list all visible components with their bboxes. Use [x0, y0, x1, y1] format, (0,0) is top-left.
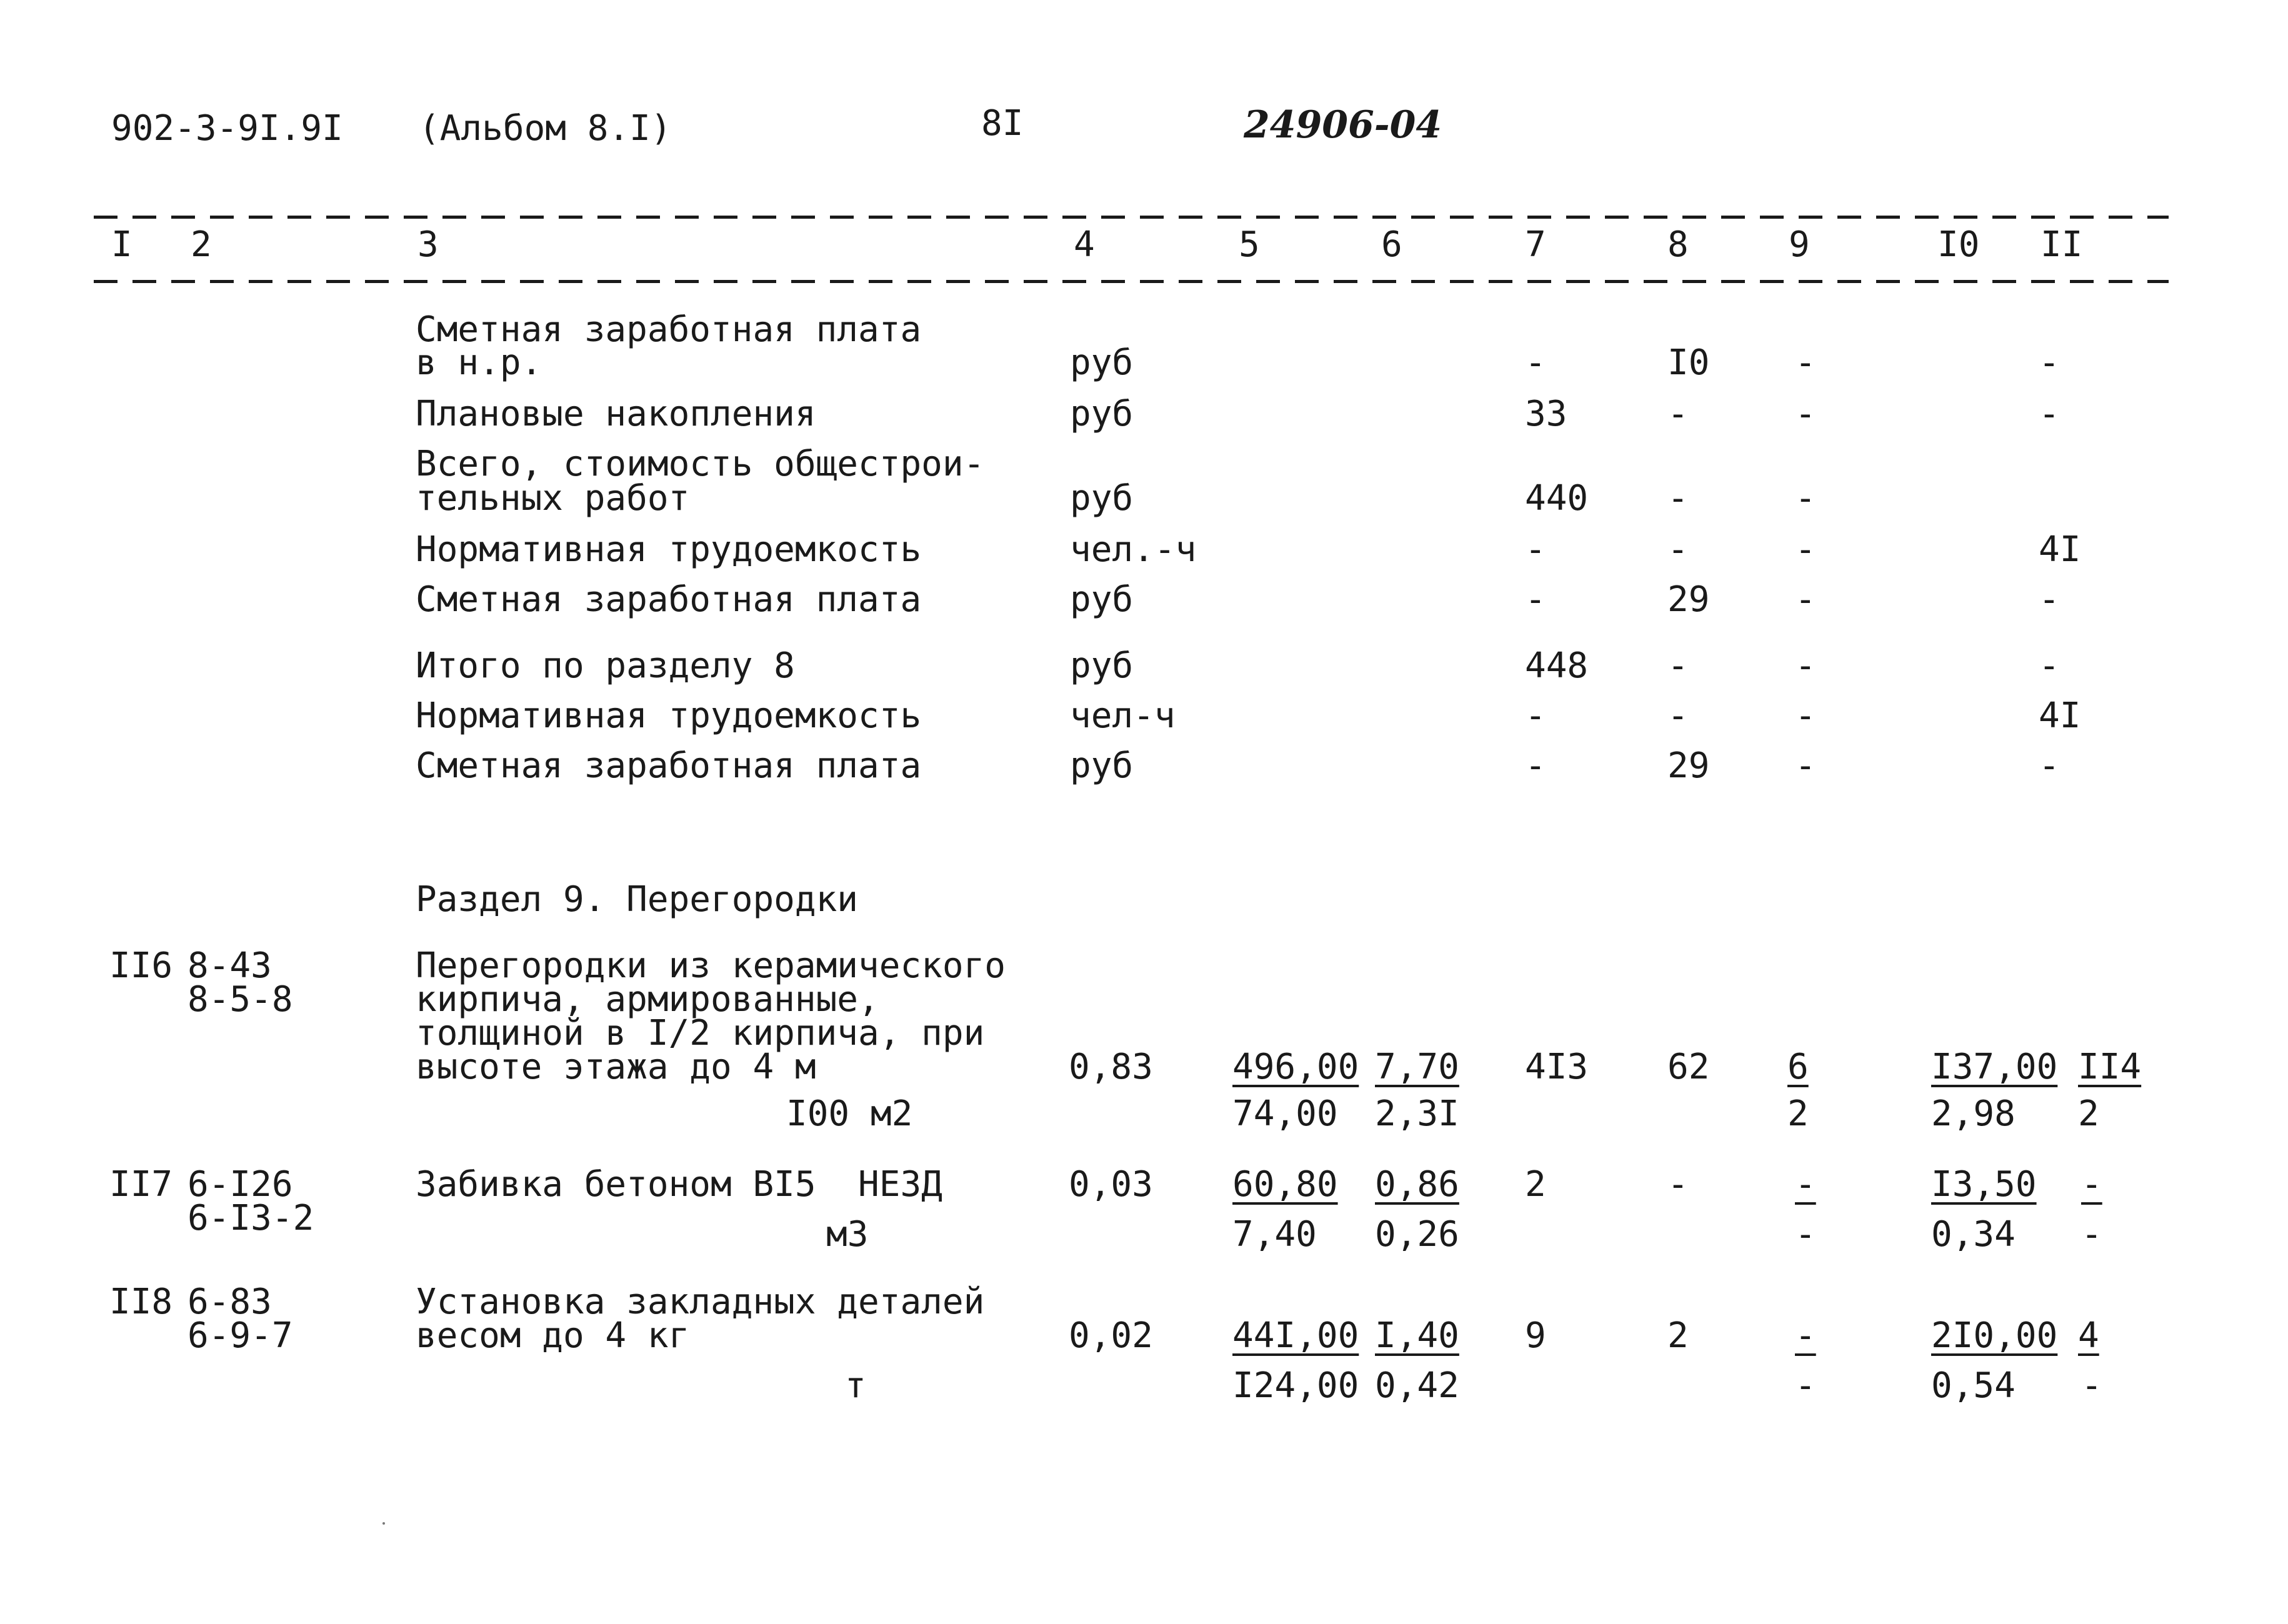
- summary-row-col7: -: [1525, 579, 1546, 620]
- item-col6-bottom: 2,3I: [1375, 1093, 1459, 1134]
- summary-row-col8: 29: [1667, 745, 1710, 786]
- summary-row-unit: руб: [1070, 645, 1134, 686]
- summary-row-col8: -: [1667, 645, 1689, 686]
- summary-row-col8: -: [1667, 529, 1689, 570]
- item-description: Установка закладных деталей: [416, 1282, 985, 1322]
- item-quantity: 0,83: [1069, 1047, 1153, 1087]
- summary-row-col11: 4I: [2039, 695, 2081, 736]
- column-header-11: II: [2041, 224, 2083, 265]
- summary-row-col7: 440: [1525, 478, 1589, 519]
- summary-row-col11: -: [2039, 645, 2060, 686]
- summary-row-col7: -: [1525, 745, 1546, 786]
- item-col8: -: [1667, 1164, 1689, 1205]
- summary-row-col8: -: [1667, 695, 1689, 736]
- item-col11-bottom: -: [2081, 1365, 2102, 1406]
- header-rule-top: [94, 216, 2169, 219]
- column-header-3: 3: [417, 224, 439, 265]
- summary-row-description: Плановые накопления: [416, 394, 816, 434]
- item-col6-top: 7,70: [1375, 1047, 1459, 1087]
- header-rule-bottom: [94, 280, 2169, 283]
- summary-row-unit: чел-ч: [1070, 695, 1176, 736]
- page-number: 8I: [981, 103, 1024, 144]
- item-col9-bottom: -: [1795, 1214, 1816, 1255]
- item-col6-bottom: 0,42: [1375, 1365, 1459, 1406]
- summary-row-unit: руб: [1070, 478, 1134, 519]
- item-unit: т: [845, 1365, 866, 1406]
- item-col6-bottom: 0,26: [1375, 1214, 1459, 1255]
- item-col6-top: I,40: [1375, 1315, 1459, 1356]
- item-col11-bottom: 2: [2078, 1093, 2099, 1134]
- summary-row-col11: -: [2039, 579, 2060, 620]
- summary-row-description: в н.р.: [416, 342, 542, 383]
- column-header-1: I: [111, 224, 132, 265]
- item-code: 6-I3-2: [187, 1198, 314, 1238]
- item-description: кирпича, армированные,: [416, 979, 879, 1020]
- item-unit: I00 м2: [786, 1093, 913, 1134]
- summary-row-col9: -: [1795, 529, 1816, 570]
- document-code: 902-3-9I.9I: [111, 108, 343, 149]
- summary-row-col9: -: [1795, 695, 1816, 736]
- item-col5-top: 496,00: [1232, 1047, 1359, 1087]
- item-col7: 9: [1525, 1315, 1546, 1356]
- summary-row-col9: -: [1795, 745, 1816, 786]
- item-code: 6-I26: [187, 1164, 293, 1205]
- summary-row-unit: руб: [1070, 394, 1134, 434]
- item-col10-top: 2I0,00: [1931, 1315, 2058, 1356]
- summary-row-description: Нормативная трудоемкость: [416, 529, 922, 570]
- summary-row-col7: -: [1525, 342, 1546, 383]
- item-description: толщиной в I/2 кирпича, при: [416, 1013, 985, 1054]
- summary-row-description: Сметная заработная плата: [416, 579, 922, 620]
- section-title: Раздел 9. Перегородки: [416, 879, 859, 920]
- item-quantity: 0,03: [1069, 1164, 1153, 1205]
- item-col10-top: I3,50: [1931, 1164, 2037, 1205]
- column-header-10: I0: [1937, 224, 1980, 265]
- summary-row-unit: руб: [1070, 579, 1134, 620]
- item-col9-top: 6: [1787, 1047, 1809, 1087]
- column-header-5: 5: [1239, 224, 1260, 265]
- column-header-2: 2: [191, 224, 212, 265]
- summary-row-col9: -: [1795, 342, 1816, 383]
- column-header-4: 4: [1074, 224, 1095, 265]
- summary-row-description: Нормативная трудоемкость: [416, 695, 922, 736]
- item-description: высоте этажа до 4 м: [416, 1047, 816, 1087]
- item-col10-bottom: 2,98: [1931, 1093, 2016, 1134]
- item-col10-bottom: 0,34: [1931, 1214, 2016, 1255]
- item-col8: 62: [1667, 1047, 1710, 1087]
- item-description: Забивка бетоном BI5 НЕЗД: [416, 1164, 942, 1205]
- summary-row-description: Сметная заработная плата: [416, 745, 922, 786]
- item-col9-bottom: -: [1795, 1365, 1816, 1406]
- summary-row-col9: -: [1795, 579, 1816, 620]
- item-description: Перегородки из керамического: [416, 945, 1006, 986]
- item-col11-top: II4: [2078, 1047, 2142, 1087]
- summary-row-unit: чел.-ч: [1070, 529, 1197, 570]
- summary-row-col11: -: [2039, 745, 2060, 786]
- summary-row-unit: руб: [1070, 342, 1134, 383]
- item-code: 6-83: [187, 1282, 272, 1322]
- scan-speck: [382, 1522, 385, 1525]
- item-col9-top: -: [1795, 1164, 1816, 1205]
- item-code: 6-9-7: [187, 1315, 293, 1356]
- summary-row-col9: -: [1795, 394, 1816, 434]
- item-col9-top: -: [1795, 1315, 1816, 1356]
- item-col10-bottom: 0,54: [1931, 1365, 2016, 1406]
- summary-row-col7: -: [1525, 695, 1546, 736]
- summary-row-col11: 4I: [2039, 529, 2081, 570]
- summary-row-col7: 448: [1525, 645, 1589, 686]
- summary-row-col7: 33: [1525, 394, 1567, 434]
- item-col7: 4I3: [1525, 1047, 1589, 1087]
- summary-row-col11: -: [2039, 342, 2060, 383]
- item-col8: 2: [1667, 1315, 1689, 1356]
- summary-row-description: тельных работ: [416, 478, 690, 519]
- summary-row-col8: 29: [1667, 579, 1710, 620]
- item-unit: м3: [826, 1214, 869, 1255]
- summary-row-col9: -: [1795, 478, 1816, 519]
- summary-row-col8: I0: [1667, 342, 1710, 383]
- column-header-7: 7: [1525, 224, 1546, 265]
- item-col5-bottom: 7,40: [1232, 1214, 1317, 1255]
- item-number: II6: [109, 945, 173, 986]
- item-col5-top: 60,80: [1232, 1164, 1338, 1205]
- summary-row-col11: -: [2039, 394, 2060, 434]
- item-col6-top: 0,86: [1375, 1164, 1459, 1205]
- summary-row-col8: -: [1667, 478, 1689, 519]
- summary-row-col9: -: [1795, 645, 1816, 686]
- summary-row-col7: -: [1525, 529, 1546, 570]
- column-header-6: 6: [1381, 224, 1402, 265]
- item-description: весом до 4 кг: [416, 1315, 690, 1356]
- column-header-9: 9: [1789, 224, 1810, 265]
- item-quantity: 0,02: [1069, 1315, 1153, 1356]
- summary-row-col8: -: [1667, 394, 1689, 434]
- summary-row-description: Итого по разделу 8: [416, 645, 795, 686]
- item-col11-top: 4: [2078, 1315, 2099, 1356]
- item-code: 8-43: [187, 945, 272, 986]
- item-col11-top: -: [2081, 1164, 2102, 1205]
- item-number: II7: [109, 1164, 173, 1205]
- item-col9-bottom: 2: [1787, 1093, 1809, 1134]
- handwritten-stamp-number: 24906-04: [1244, 103, 1442, 147]
- item-col5-bottom: I24,00: [1232, 1365, 1359, 1406]
- item-col7: 2: [1525, 1164, 1546, 1205]
- album-label: (Альбом 8.I): [419, 108, 672, 149]
- item-code: 8-5-8: [187, 979, 293, 1020]
- item-number: II8: [109, 1282, 173, 1322]
- summary-row-description: Сметная заработная плата: [416, 309, 922, 350]
- item-col10-top: I37,00: [1931, 1047, 2058, 1087]
- summary-row-unit: руб: [1070, 745, 1134, 786]
- column-header-8: 8: [1667, 224, 1689, 265]
- item-col5-bottom: 74,00: [1232, 1093, 1338, 1134]
- item-col11-bottom: -: [2081, 1214, 2102, 1255]
- summary-row-description: Всего, стоимость общестрои-: [416, 444, 985, 484]
- item-col5-top: 44I,00: [1232, 1315, 1359, 1356]
